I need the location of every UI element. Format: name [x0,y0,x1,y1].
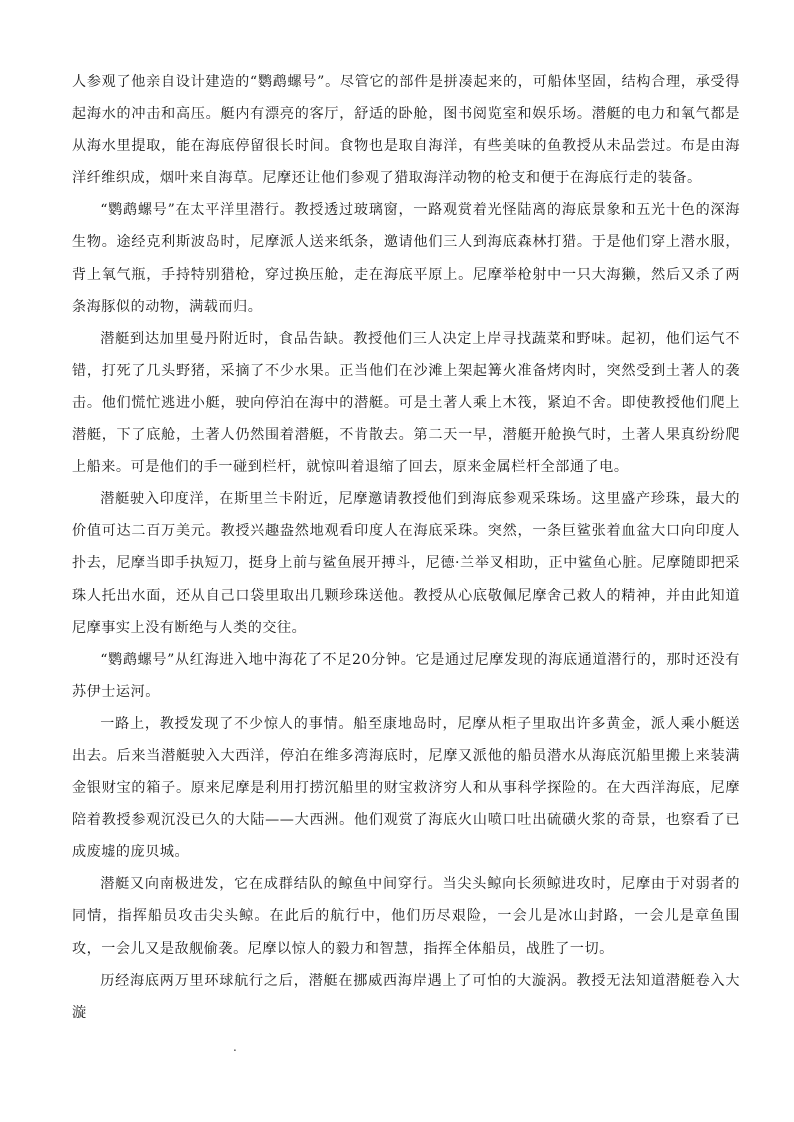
paragraph-7: 潜艇又向南极进发，它在成群结队的鲸鱼中间穿行。当尖头鲸向长须鲸进攻时，尼摩由于对弱者的同情，指挥船员攻击尖头鲸。在此后的航行中，他们历尽艰险，一会儿是冰山封路，一会儿是章鱼围攻，一会儿又是敌舰偷袭。尼摩以惊人的毅力和智慧，指挥全体船员，战胜了一切。 [72,876,740,957]
paragraph-5: “鹦鹉螺号”从红海进入地中海花了不足20分钟。它是通过尼摩发现的海底通道潜行的，那时还没有苏伊士运河。 [72,651,740,700]
footer-mark: . [233,1040,237,1054]
document-body [72,66,740,1029]
paragraph-6: 一路上，教授发现了不少惊人的事情。船至康地岛时，尼摩从柜子里取出许多黄金，派人乘小艇送出去。后来当潜艇驶入大西洋，停泊在维多湾海底时，尼摩又派他的船员潜水从海底沉船里搬上来装满金银财宝的箱子。原来尼摩是利用打捞沉船里的财宝救济穷人和从事科学探险的。在大西洋海底，尼摩陪着教授参观沉没已久的大陆——大西洲。他们观赏了海底火山喷口吐出硫磺火浆的奇景，也察看了已成废墟的庞贝城。 [72,715,740,861]
paragraph-8: 历经海底两万里环球航行之后，潜艇在挪威西海岸遇上了可怕的大漩涡。教授无法知道潜艇卷入大漩 [72,972,740,1021]
paragraph-2: “鹦鹉螺号”在太平洋里潜行。教授透过玻璃窗，一路观赏着光怪陆离的海底景象和五光十色的深海生物。途经克利斯波岛时，尼摩派人送来纸条，邀请他们三人到海底森林打猎。于是他们穿上潜水服，背上氧气瓶，手持特别猎枪，穿过换压舱，走在海底平原上。尼摩举枪射中一只大海獭，然后又杀了两条海豚似的动物，满载而归。 [72,202,740,315]
paragraph-3: 潜艇到达加里曼丹附近时，食品告缺。教授他们三人决定上岸寻找蔬菜和野味。起初，他们运气不错，打死了几头野猪，采摘了不少水果。正当他们在沙滩上架起篝火准备烤肉时，突然受到土著人的袭击。他们慌忙逃进小艇，驶向停泊在海中的潜艇。可是土著人乘上木筏，紧迫不舍。即使教授他们爬上潜艇，下了底舱，土著人仍然围着潜艇，不肯散去。第二天一早，潜艇开舱换气时，土著人果真纷纷爬上船来。可是他们的手一碰到栏杆，就惊叫着退缩了回去，原来金属栏杆全部通了电。 [72,330,740,476]
paragraph-4: 潜艇驶入印度洋，在斯里兰卡附近，尼摩邀请教授他们到海底参观采珠场。这里盛产珍珠，最大的价值可达二百万美元。教授兴趣盎然地观看印度人在海底采珠。突然，一条巨鲨张着血盆大口向印度人扑去，尼摩当即手执短刀，挺身上前与鲨鱼展开搏斗，尼德·兰举叉相助，正中鲨鱼心脏。尼摩随即把采珠人托出水面，还从自己口袋里取出几颗珍珠送他。教授从心底敬佩尼摩舍己救人的精神，并由此知道尼摩事实上没有断绝与人类的交往。 [72,491,740,636]
paragraph-1: 人参观了他亲自设计建造的“鹦鹉螺号”。尽管它的部件是拼凑起来的，可船体坚固，结构合理，承受得起海水的冲击和高压。艇内有漂亮的客厅，舒适的卧舱，图书阅览室和娱乐场。潜艇的电力和氧气都是从海水里提取，能在海底停留很长时间。食物也是取自海洋，有些美味的鱼教授从未品尝过。布是由海洋纤维织成，烟叶来自海草。尼摩还让他们参观了猎取海洋动物的枪支和便于在海底行走的装备。 [72,74,740,187]
